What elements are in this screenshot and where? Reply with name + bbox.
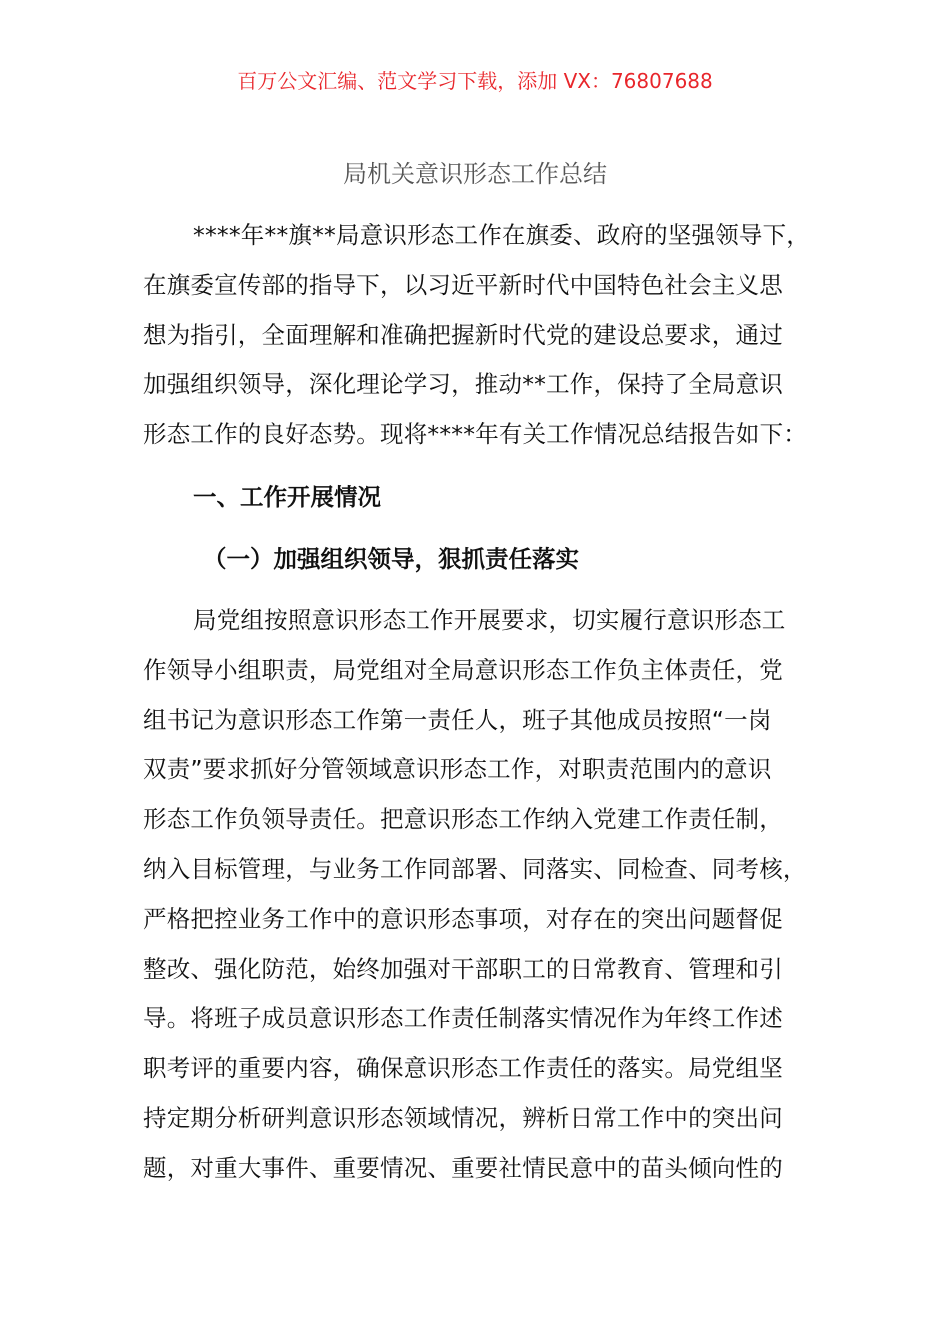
paragraph-line: 加强组织领导，深化理论学习，推动**工作，保持了全局意识 (143, 370, 784, 399)
paragraph-line: 作领导小组职责，局党组对全局意识形态工作负主体责任，党 (143, 655, 783, 684)
body-paragraph (143, 596, 823, 1194)
paragraph-line: 题，对重大事件、重要情况、重要社情民意中的苗头倾向性的 (143, 1153, 783, 1182)
paragraph-line: 形态工作负领导责任。把意识形态工作纳入党建工作责任制， (143, 805, 783, 834)
paragraph-line: 形态工作的良好态势。现将****年有关工作情况总结报告如下： (143, 420, 807, 449)
paragraph-line: 组书记为意识形态工作第一责任人，班子其他成员按照“一岗 (143, 705, 772, 734)
paragraph-line: 想为指引，全面理解和准确把握新时代党的建设总要求，通过 (143, 320, 783, 349)
paragraph-line: 纳入目标管理，与业务工作同部署、同落实、同检查、同考核， (143, 854, 807, 883)
paragraph-line: 导。将班子成员意识形态工作责任制落实情况作为年终工作述 (143, 1004, 783, 1033)
watermark-banner: 百万公文汇编、范文学习下载，添加 VX：76807688 (237, 69, 713, 93)
section-heading: 一、工作开展情况 (193, 483, 381, 511)
paragraph-line: ****年**旗**局意识形态工作在旗委、政府的坚强领导下， (193, 221, 810, 249)
paragraph-line: 整改、强化防范，始终加强对干部职工的日常教育、管理和引 (143, 954, 783, 983)
paragraph-line: 持定期分析研判意识形态领域情况，辨析日常工作中的突出问 (143, 1103, 783, 1132)
paragraph-line: 双责”要求抓好分管领域意识形态工作，对职责范围内的意识 (143, 755, 772, 784)
paragraph-line: 在旗委宣传部的指导下，以习近平新时代中国特色社会主义思 (143, 270, 783, 299)
paragraph-line: 严格把控业务工作中的意识形态事项，对存在的突出问题督促 (143, 904, 783, 933)
subsection-heading: （一）加强组织领导，狠抓责任落实 (203, 545, 579, 573)
paragraph-line: 局党组按照意识形态工作开展要求，切实履行意识形态工 (193, 606, 786, 634)
paragraph-line: 职考评的重要内容，确保意识形态工作责任的落实。局党组坚 (143, 1054, 783, 1083)
intro-paragraph (143, 211, 823, 460)
document-title: 局机关意识形态工作总结 (343, 160, 607, 188)
